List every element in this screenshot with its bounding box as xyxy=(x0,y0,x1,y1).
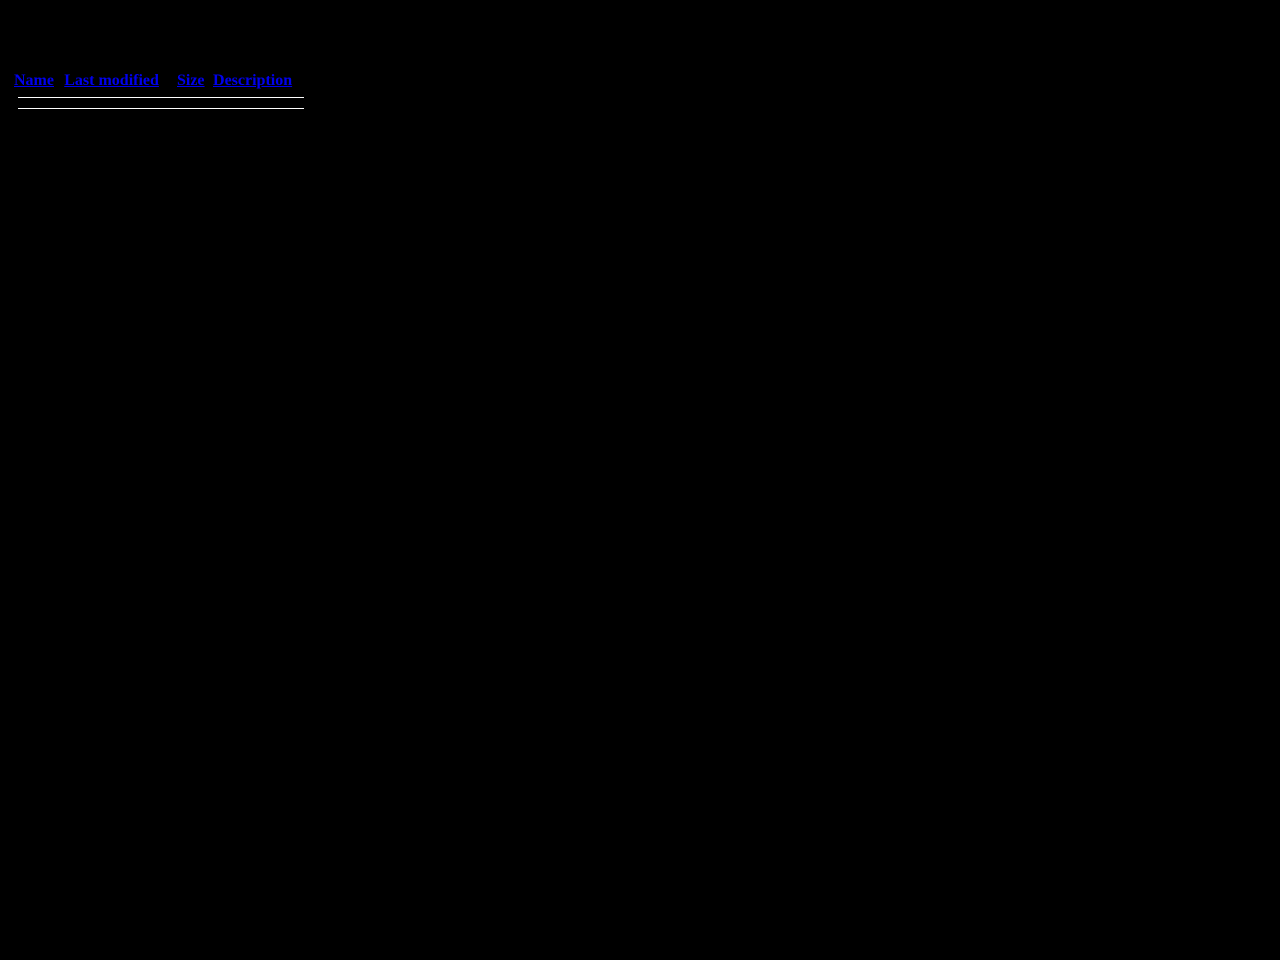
directory-table xyxy=(14,72,308,114)
directory-table-head xyxy=(14,72,308,103)
footer-divider-cell xyxy=(14,103,308,114)
footer-divider-row xyxy=(14,103,308,114)
directory-listing xyxy=(14,72,300,114)
header-divider-rule xyxy=(18,97,304,98)
sort-link-name[interactable]: Name xyxy=(14,72,54,89)
column-header-last-modified xyxy=(64,72,177,92)
header-divider-row xyxy=(14,92,308,103)
table-header-row xyxy=(14,72,308,92)
page-title: Index of / xyxy=(14,36,120,66)
header-divider-cell xyxy=(14,92,308,103)
sort-link-last-modified[interactable]: Last modified xyxy=(64,72,159,89)
sort-link-description[interactable]: Description xyxy=(213,72,293,89)
sort-link-size[interactable]: Size xyxy=(176,72,205,89)
column-header-name xyxy=(14,72,64,92)
footer-divider-rule xyxy=(18,108,304,109)
column-header-description xyxy=(213,72,308,92)
column-header-size xyxy=(177,72,213,92)
directory-table-foot xyxy=(14,103,308,114)
